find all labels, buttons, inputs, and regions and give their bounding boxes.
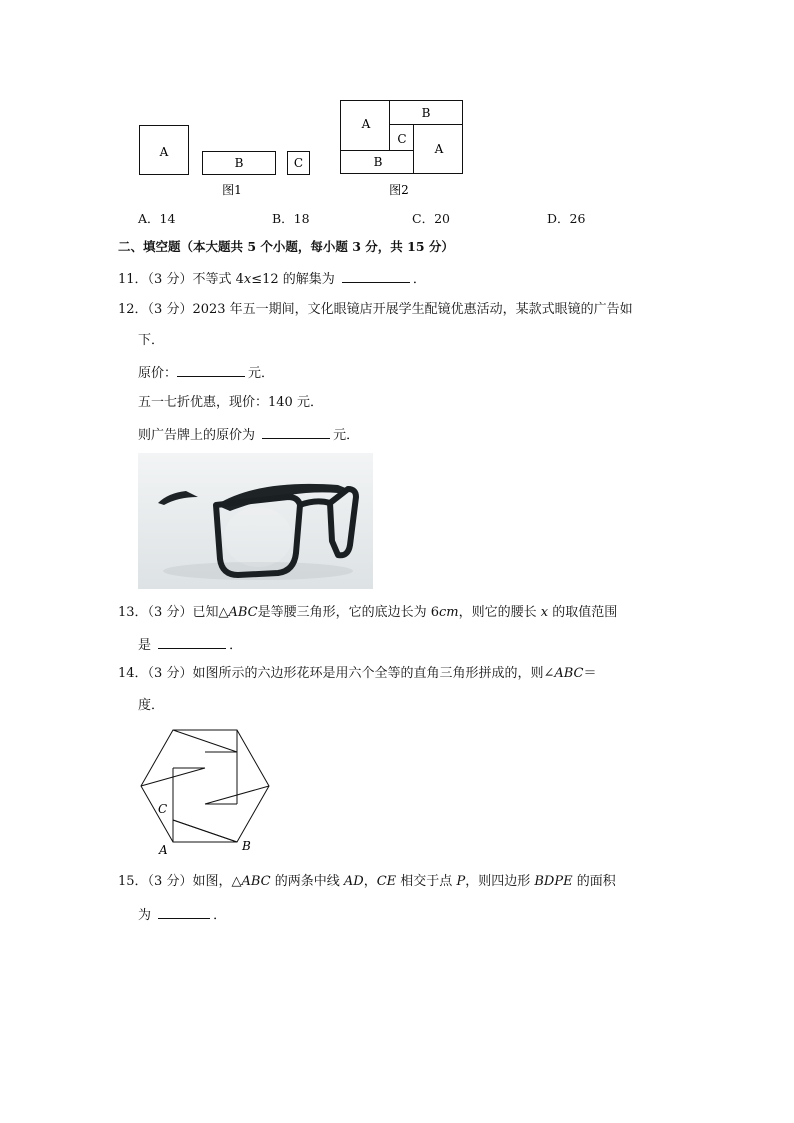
q11-var: x bbox=[243, 272, 252, 287]
q15-mid1: 的两条中线 bbox=[274, 874, 340, 889]
q15-mid2: 相交于点 bbox=[400, 874, 453, 889]
fig1-label-b: B bbox=[234, 156, 244, 170]
q12-line-4: 五一七折优惠，现价：140 元． bbox=[138, 395, 323, 410]
q13-abc: ABC bbox=[228, 605, 258, 620]
q15-answer-blank[interactable] bbox=[158, 906, 210, 919]
q13-unit: cm bbox=[439, 605, 459, 620]
q13-var: x bbox=[540, 605, 549, 620]
q11-end: ． bbox=[412, 272, 426, 287]
hexagon-figure bbox=[132, 722, 278, 858]
glasses-photo bbox=[138, 453, 373, 589]
fig1-label-c: C bbox=[293, 156, 304, 170]
question-11 bbox=[118, 270, 426, 288]
q12-original-price-blank[interactable] bbox=[177, 364, 245, 377]
choice-a: A．14 bbox=[138, 211, 176, 226]
choice-c: C．20 bbox=[412, 211, 450, 226]
q15-p: P bbox=[456, 874, 466, 889]
q15-ce: CE bbox=[376, 874, 397, 889]
question-14-line-1 bbox=[118, 666, 597, 682]
fig1-label-a: A bbox=[159, 145, 169, 159]
q13-middle: 是等腰三角形，它的底边长为 6 bbox=[257, 605, 439, 620]
fig2-cell-a2: A bbox=[434, 142, 444, 156]
q13-line2-prefix: 是 bbox=[138, 638, 152, 653]
q12-line5-prefix: 则广告牌上的原价为 bbox=[138, 428, 256, 443]
q15-bdpe: BDPE bbox=[534, 874, 573, 889]
q11-prefix: 11．（3 分）不等式 4 bbox=[118, 272, 244, 287]
question-13-line-2 bbox=[138, 636, 242, 654]
section-title: 二、填空题（本大题共 5 个小题，每小题 3 分，共 15 分） bbox=[118, 239, 454, 254]
fig2-cell-a1: A bbox=[361, 117, 371, 131]
figure-2 bbox=[336, 96, 471, 202]
q15-line2-prefix: 为 bbox=[138, 908, 152, 923]
q13-suffix: 的取值范围 bbox=[552, 605, 618, 620]
question-14-line-2: 度． bbox=[138, 698, 165, 713]
q11-answer-blank[interactable] bbox=[342, 270, 410, 283]
q12-line-5 bbox=[138, 426, 359, 444]
hex-label-c: C bbox=[158, 802, 168, 816]
q12-line-3 bbox=[138, 364, 274, 382]
q15-line2-suffix: ． bbox=[213, 908, 227, 923]
q12-answer-blank[interactable] bbox=[262, 426, 330, 439]
question-15-line-1 bbox=[118, 874, 616, 890]
fig2-cell-b1: B bbox=[421, 106, 431, 120]
q15-comma: ， bbox=[363, 874, 377, 889]
choice-d: D．26 bbox=[547, 211, 586, 226]
fig2-caption: 图2 bbox=[389, 183, 409, 197]
fig2-cell-c: C bbox=[397, 132, 407, 146]
question-13-line-1 bbox=[118, 605, 617, 621]
q14-prefix: 14．（3 分）如图所示的六边形花环是用六个全等的直角三角形拼成的，则∠ bbox=[118, 666, 555, 681]
q15-prefix: 15．（3 分）如图，△ bbox=[118, 874, 242, 889]
q15-ad: AD bbox=[343, 874, 364, 889]
hex-label-a: A bbox=[159, 843, 168, 857]
q13-line2-suffix: ． bbox=[229, 638, 243, 653]
hexagon-outline bbox=[141, 730, 269, 842]
q15-mid3: ，则四边形 bbox=[465, 874, 531, 889]
q15-abc: ABC bbox=[241, 874, 271, 889]
fig1-caption: 图1 bbox=[222, 183, 242, 197]
choice-b: B．18 bbox=[272, 211, 310, 226]
q12-line3-suffix: 元． bbox=[248, 366, 275, 381]
fig2-cell-b2: B bbox=[373, 155, 383, 169]
q14-abc: ABC bbox=[554, 666, 584, 681]
q13-middle2: ，则它的腰长 bbox=[458, 605, 537, 620]
q11-middle: ≤12 的解集为 bbox=[251, 272, 335, 287]
question-15-line-2 bbox=[138, 906, 226, 924]
q15-suffix: 的面积 bbox=[576, 874, 616, 889]
q12-line-1: 12．（3 分）2023 年五一期间，文化眼镜店开展学生配镜优惠活动，某款式眼镜的广告如 bbox=[118, 302, 633, 317]
q12-line-2: 下． bbox=[138, 333, 165, 348]
figure-1 bbox=[130, 118, 320, 200]
q12-line5-suffix: 元． bbox=[333, 428, 360, 443]
q13-prefix: 13．（3 分）已知△ bbox=[118, 605, 229, 620]
q12-original-price-label: 原价： bbox=[138, 366, 178, 381]
q14-suffix: ＝ bbox=[583, 666, 597, 681]
hex-label-b: B bbox=[242, 839, 251, 853]
q13-answer-blank[interactable] bbox=[158, 636, 226, 649]
